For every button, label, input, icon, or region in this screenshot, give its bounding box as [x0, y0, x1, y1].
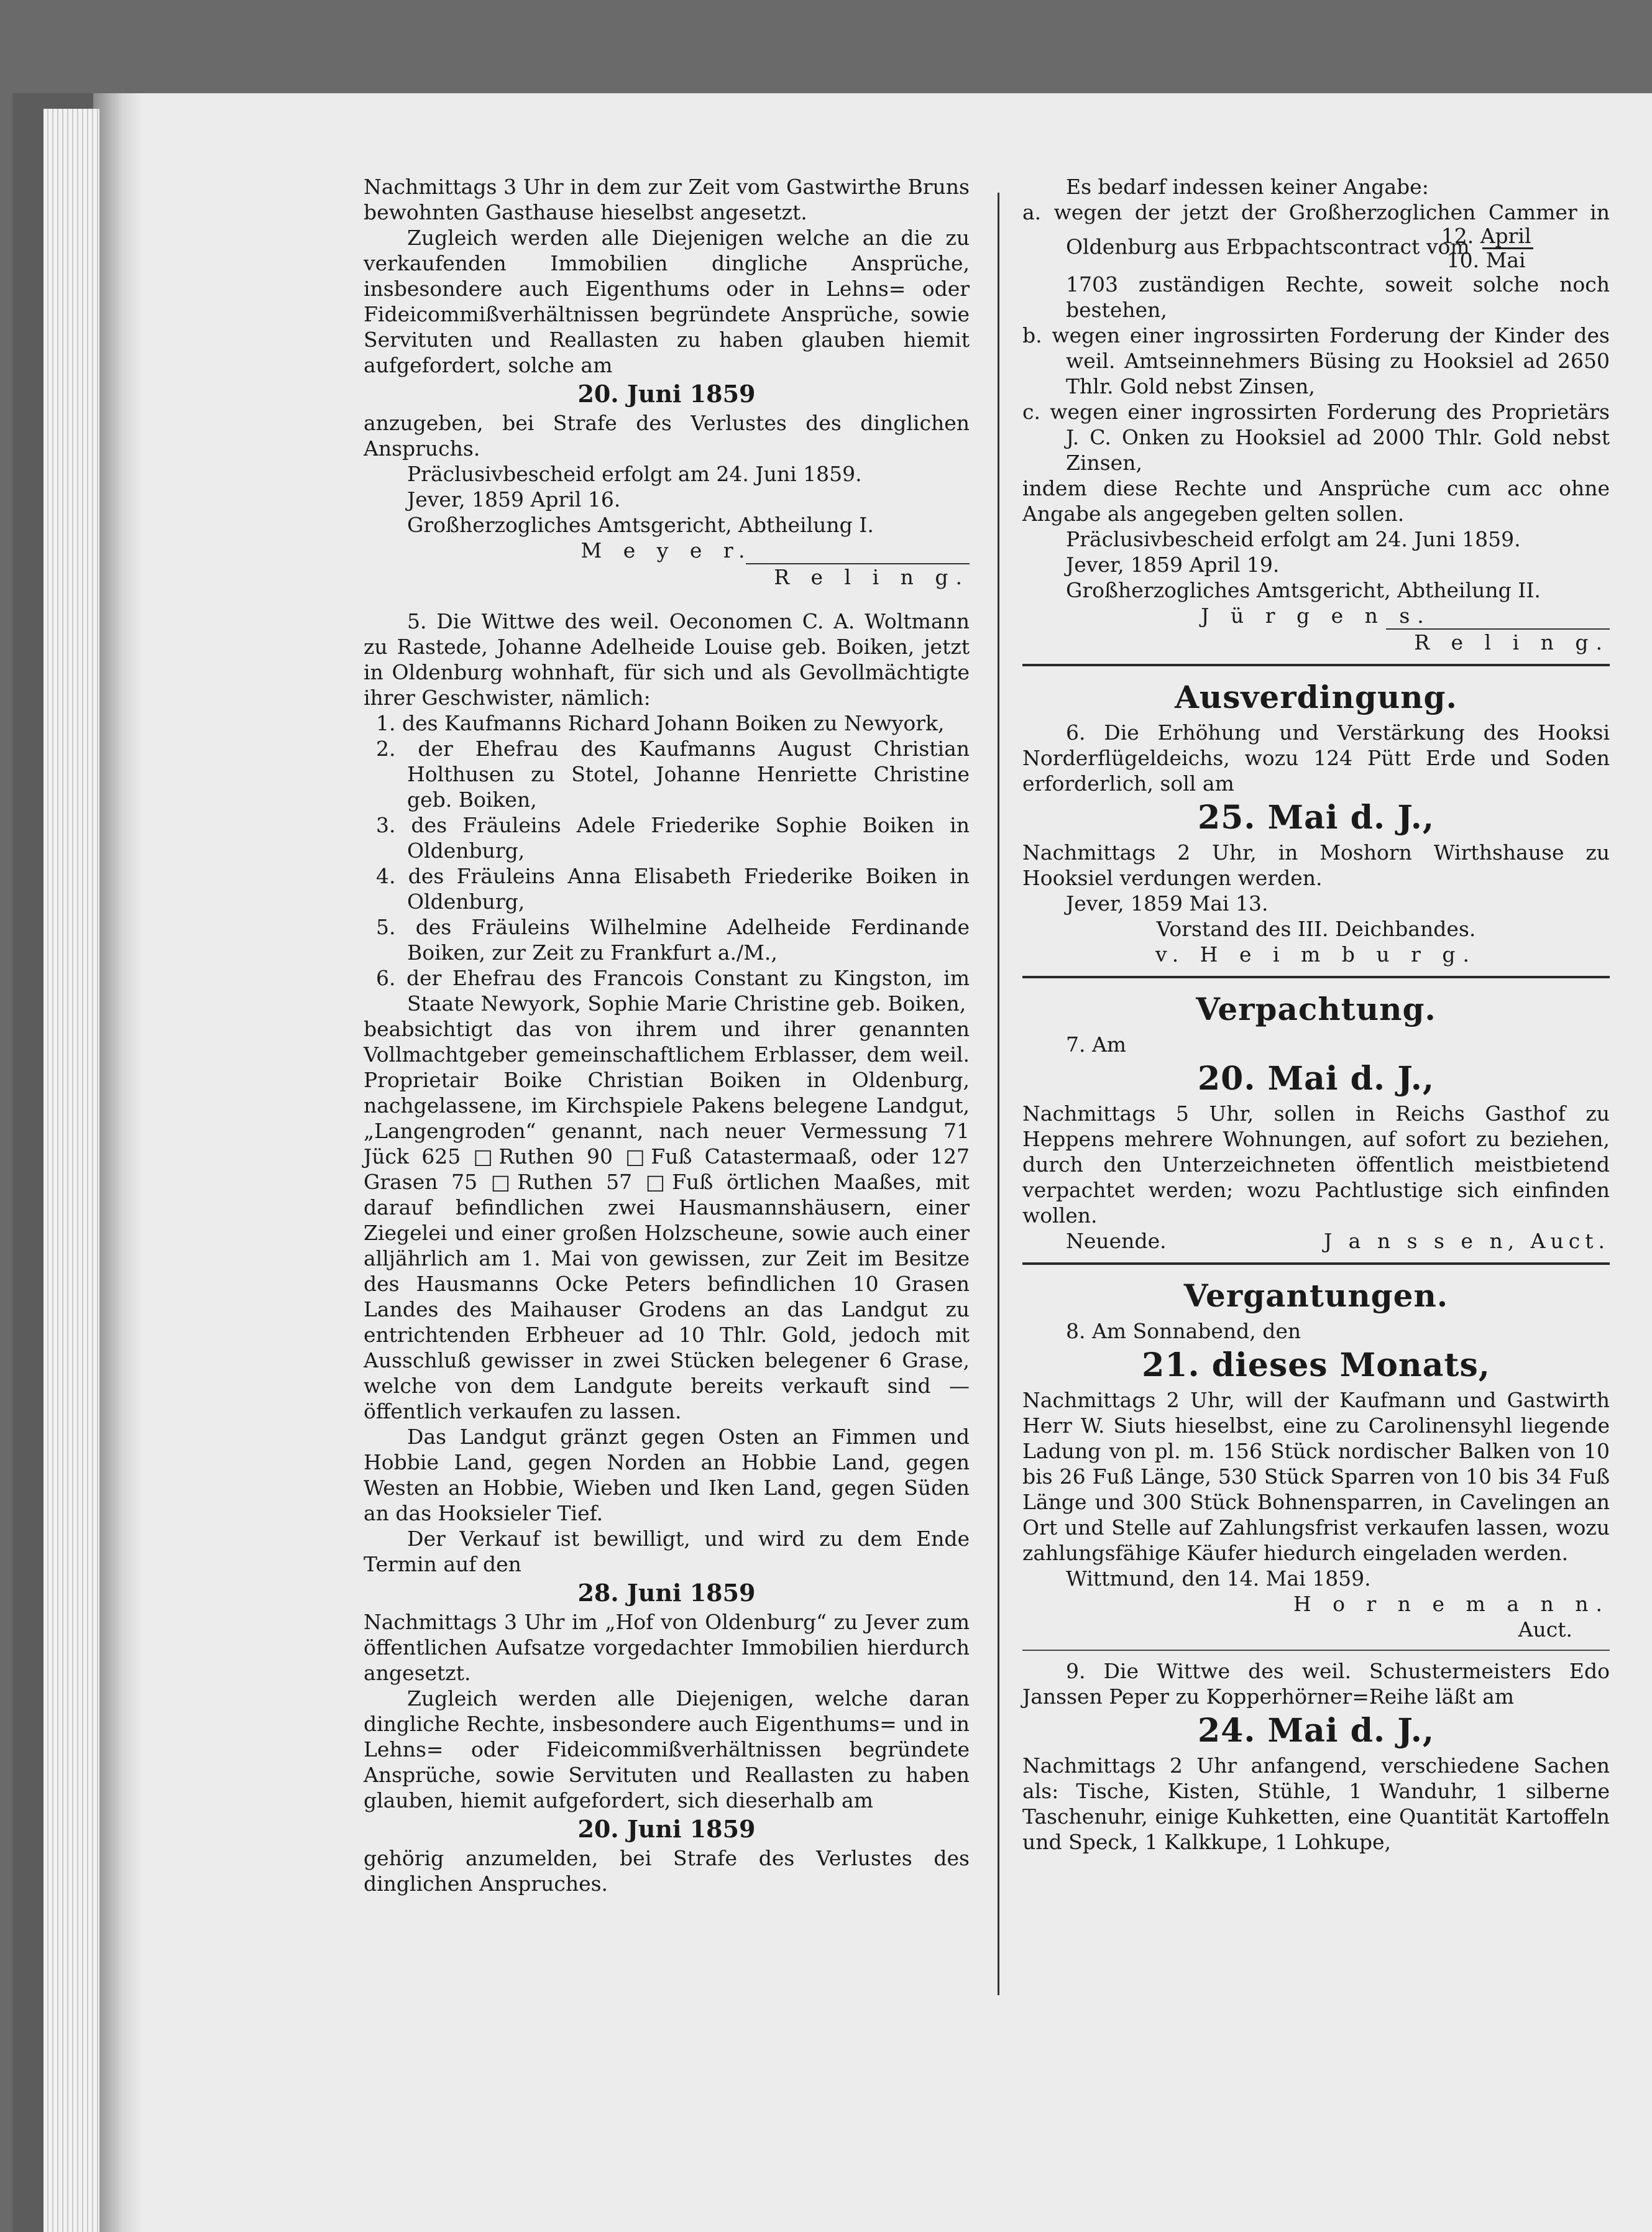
list-item: c. wegen einer ingrossirten Forderung des Proprietärs J. C. Onken zu Hooksiel ad 2000 Thlr. Gold nebst Zinsen, — [1022, 400, 1610, 475]
paragraph — [1022, 1228, 1610, 1254]
paragraph: 7. Am — [1066, 1032, 1127, 1057]
fraction-numerator: 12. April — [1482, 225, 1533, 249]
paragraph: 8. Am Sonnabend, den — [1066, 1319, 1301, 1343]
signature: J ü r g e n s. — [1201, 604, 1431, 628]
list-item: 3. des Fräuleins Adele Friederike Sophie Boiken in Oldenburg, — [376, 813, 970, 863]
notice-5-intro: 5. Die Wittwe des weil. Oeconomen C. A. Woltmann zu Rastede, Johanne Adelheide Louise geb. Boiken, jetzt in Oldenburg wohnhaft, für sich und als Gevollmächtigte ihrer Geschwister, nämlich: — [364, 609, 970, 710]
section-rule — [1022, 1262, 1610, 1265]
date-fraction — [1441, 224, 1533, 272]
paragraph: Großherzogliches Amtsgericht, Abtheilung I. — [407, 513, 874, 537]
paragraph: 1703 zuständigen Rechte, soweit solche noch bestehen, — [1066, 272, 1610, 322]
page-gutter — [93, 93, 143, 2232]
paragraph: Nachmittags 2 Uhr, will der Kaufmann und Gastwirth Herr W. Siuts hieselbst, eine zu Carolinensyhl liegende Ladung von pl. m. 156 Stück nordischer Balken von 10 bis 26 Fuß Länge, 530 Stück Sparren von 10 bis 34 Fuß Länge und 300 Stück Bohnensparren, in Cavelingen an Ort und Stelle auf Zahlungsfrist verkaufen lassen, wozu zahlungsfähige Käufer hiedurch eingeladen werden. — [1022, 1388, 1610, 1565]
paragraph: gehörig anzumelden, bei Strafe des Verlustes des dinglichen Anspruches. — [364, 1846, 970, 1896]
date-heading: 25. Mai d. J., — [1197, 799, 1435, 837]
section-title: Vergantungen. — [1183, 1277, 1449, 1314]
list-item: 1. des Kaufmanns Richard Johann Boiken zu Newyork, — [376, 711, 945, 735]
signature-title: Auct. — [1518, 1617, 1572, 1642]
signature: H o r n e m a n n. — [1293, 1592, 1610, 1616]
section-rule — [1022, 976, 1610, 978]
date-heading: 20. Juni 1859 — [577, 1815, 756, 1843]
signature: R e l i n g. — [1414, 630, 1610, 654]
list-item: 6. der Ehefrau des Francois Constant zu Kingston, im Staate Newyork, Sophie Marie Christine geb. Boiken, — [376, 966, 970, 1016]
right-column — [1022, 174, 1610, 1855]
paragraph: 9. Die Wittwe des weil. Schustermeisters Edo Janssen Peper zu Kopperhörner=Reihe läßt am — [1022, 1659, 1610, 1709]
paragraph: Präclusivbescheid erfolgt am 24. Juni 1859. — [407, 462, 862, 486]
paragraph: Großherzogliches Amtsgericht, Abtheilung II. — [1066, 578, 1541, 602]
date-heading: 24. Mai d. J., — [1197, 1712, 1435, 1750]
signature: M e y e r. — [580, 538, 753, 563]
date-heading: 21. dieses Monats, — [1142, 1346, 1490, 1384]
section-rule — [1022, 664, 1610, 666]
paragraph: Nachmittags 5 Uhr, sollen in Reichs Gasthof zu Heppens mehrere Wohnungen, auf sofort zu beziehen, durch den Unterzeichneten öffentlich meistbietend verpachtet werden; wozu Pachtlustige sich einfinden wollen. — [1022, 1101, 1610, 1228]
paragraph: Der Verkauf ist bewilligt, und wird zu dem Ende Termin auf den — [364, 1527, 970, 1576]
list-item: 5. des Fräuleins Wilhelmine Adelheide Ferdinande Boiken, zur Zeit zu Frankfurt a./M., — [376, 915, 970, 965]
paragraph: Das Landgut gränzt gegen Osten an Fimmen und Hobbie Land, gegen Norden an Hobbie Land, gegen Westen an Hobbie, Wieben und Iken Land, gegen Süden an das Hooksieler Tief. — [364, 1425, 970, 1525]
paragraph: Vorstand des III. Deichbandes. — [1156, 917, 1476, 941]
column-divider — [998, 193, 999, 1995]
paragraph: anzugeben, bei Strafe des Verlustes des dinglichen Anspruchs. — [364, 411, 970, 461]
paragraph: Zugleich werden alle Diejenigen, welche daran dingliche Rechte, insbesondere auch Eigenthums= und in Lehns= oder Fideicommißverhältnissen begründete Ansprüche, sowie Servituten und Reallasten zu haben glauben, hiemit aufgefordert, sich dieserhalb am — [364, 1686, 970, 1812]
paragraph: Präclusivbescheid erfolgt am 24. Juni 1859. — [1066, 527, 1521, 551]
paragraph: Nachmittags 3 Uhr in dem zur Zeit vom Gastwirthe Bruns bewohnten Gasthause hieselbst angesetzt. — [364, 175, 970, 224]
paragraph: 6. Die Erhöhung und Verstärkung des Hooksi Norderflügeldeichs, wozu 124 Pütt Erde und Soden erforderlich, soll am — [1022, 720, 1610, 796]
divider — [1022, 1650, 1610, 1651]
paragraph: Jever, 1859 April 16. — [407, 487, 621, 512]
place: Neuende. — [1066, 1229, 1167, 1253]
left-column — [364, 174, 970, 1896]
date-heading: 20. Juni 1859 — [577, 380, 756, 408]
list-item: b. wegen einer ingrossirten Forderung der Kinder des weil. Amtseinnehmers Büsing zu Hooksiel ad 2650 Thlr. Gold nebst Zinsen, — [1022, 323, 1610, 398]
paragraph: indem diese Rechte und Ansprüche cum acc ohne Angabe als angegeben gelten sollen. — [1022, 476, 1610, 526]
fraction-denominator: 10. Mai — [1446, 248, 1526, 272]
list-item: 2. der Ehefrau des Kaufmanns August Christian Holthusen zu Stotel, Johanne Henriette Christine geb. Boiken, — [376, 737, 970, 812]
signature: R e l i n g. — [774, 565, 970, 589]
book-page-edges — [44, 109, 99, 2232]
list-item — [1022, 200, 1610, 272]
paragraph: Es bedarf indessen keiner Angabe: — [1066, 175, 1429, 199]
paragraph: Jever, 1859 Mai 13. — [1066, 891, 1269, 916]
section-title: Verpachtung. — [1196, 991, 1436, 1027]
heirs-list — [364, 710, 970, 1016]
list-item: 4. des Fräuleins Anna Elisabeth Friederike Boiken in Oldenburg, — [376, 864, 970, 914]
signature: J a n s s e n, Auct. — [1323, 1229, 1610, 1253]
signature: v. H e i m b u r g. — [1155, 942, 1477, 967]
paragraph: Zugleich werden alle Diejenigen welche an die zu verkaufenden Immobilien dingliche Ansprüche, insbesondere auch Eigenthums oder in Lehns= oder Fideicommißverhältnissen begründete Ansprüche, sowie Servituten und Reallasten zu haben glauben hiemit aufgefordert, solche am — [364, 226, 970, 377]
paragraph: Jever, 1859 April 19. — [1066, 553, 1280, 577]
section-title: Ausverdingung. — [1175, 679, 1457, 715]
paragraph: Nachmittags 2 Uhr, in Moshorn Wirthshause zu Hooksiel verdungen werden. — [1022, 840, 1610, 890]
paragraph: beabsichtigt das von ihrem und ihrer genannten Vollmachtgeber gemeinschaftlichem Erblasser, dem weil. Proprietair Boike Christian Boiken in Oldenburg, nachgelassene, im Kirchspiele Pakens belegene Landgut, „Langengroden“ genannt, nach neuer Vermessung 71 Jück 625 □Ruthen 90 □Fuß Catastermaaß, oder 127 Grasen 75 □Ruthen 57 □Fuß örtlichen Maaßes, mit darauf befindlichen zwei Hausmannshäusern, einer Ziegelei und einer großen Holzscheune, sowie auch einer alljährlich am 1. Mai von gewissen, zur Zeit im Besitze des Hausmanns Ocke Peters befindlichen 10 Grasen Landes des Maihauser Grodens an das Landgut zu entrichtenden Erbheuer ad 10 Thlr. Gold, jedoch mit Ausschluß gewisser in zwei Stücken belegener 6 Grase, welche von dem Landgute bereits verkauft sind — öffentlich verkaufen zu lassen. — [364, 1017, 970, 1423]
paragraph: Nachmittags 2 Uhr anfangend, verschiedene Sachen als: Tische, Kisten, Stühle, 1 Wanduhr, 1 silberne Taschenuhr, einige Kuhketten, eine Quantität Kartoffeln und Speck, 1 Kalkkupe, 1 Lohkupe, — [1022, 1753, 1610, 1854]
item-a-text: a. wegen der jetzt der Großherzoglichen Cammer in Oldenburg aus Erbpachtscontract vom — [1022, 200, 1610, 259]
date-heading: 20. Mai d. J., — [1197, 1060, 1435, 1098]
paragraph: Wittmund, den 14. Mai 1859. — [1066, 1566, 1371, 1591]
date-heading: 28. Juni 1859 — [577, 1579, 756, 1607]
paragraph: Nachmittags 3 Uhr im „Hof von Oldenburg“ zu Jever zum öffentlichen Aufsatze vorgedachter Immobilien hierdurch angesetzt. — [364, 1610, 970, 1685]
